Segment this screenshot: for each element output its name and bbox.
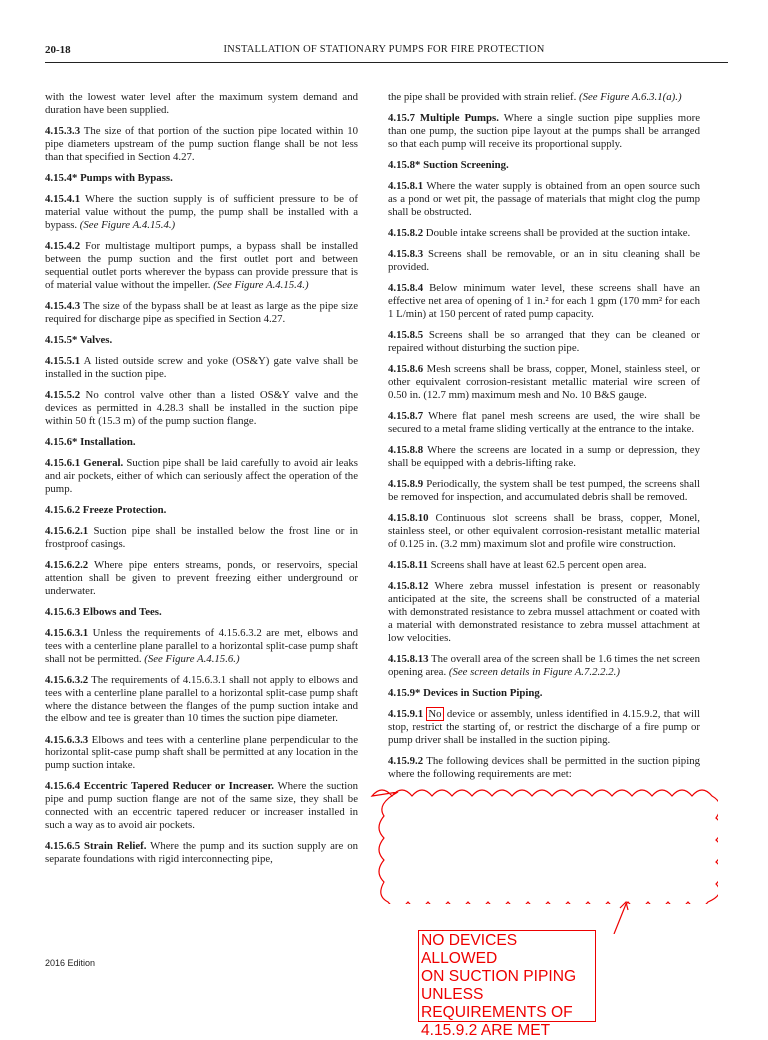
section-number: 4.15.6.2.2 (45, 558, 89, 571)
section-number: 4.15.9.2 (388, 754, 424, 767)
section-text: The requirements of 4.15.6.3.1 shall not apply to elbows and tees with a centerline plane parallel to a horizontal split-case pump shaft where the distance between the flanges of the pump suction intake and the elbow and tee is greater than 10 times the suction pipe diameter. (45, 673, 358, 725)
section-text: Screens shall be so arranged that they can be cleaned or repaired without disturbing the suction pipe. (388, 329, 700, 354)
section-number: 4.15.6.2.1 (45, 524, 89, 537)
section-4-15-8-12 (388, 580, 700, 645)
section-4-15-5-1 (45, 355, 358, 381)
section-text: Where the pump and its suction supply are on separate foundations with rigid interconnecting pipe, (45, 840, 358, 866)
section-number: 4.15.8.4 (388, 282, 424, 295)
section-number: 4.15.8.10 (388, 511, 429, 524)
callout-arrow (610, 898, 630, 934)
section-4-15-3-3 (45, 125, 358, 164)
section-4-15-6-3-2 (45, 674, 358, 726)
section-text: Where flat panel mesh screens are used, the wire shall be secured to a metal frame sliding vertically at the entrance to the intake. (388, 409, 700, 435)
paragraph-continuation (388, 91, 700, 104)
section-text: Screens shall be removable, or an in situ cleaning shall be provided. (388, 248, 700, 273)
heading-4-15-4: 4.15.4* Pumps with Bypass. (45, 171, 173, 184)
page-number: 20-18 (45, 44, 71, 56)
section-number: 4.15.8.1 (388, 180, 424, 193)
section-4-15-8-5 (388, 329, 700, 355)
section-number: 4.15.8.5 (388, 329, 424, 341)
section-text: For multistage multiport pumps, a bypass shall be installed between the pump suction and the first outlet port and between sequential outlet ports wherever the bypass can provide pressure that is of material value without the impeller. (45, 239, 358, 291)
section-4-15-6-3-1 (45, 627, 358, 666)
section-4-15-6-4 (45, 780, 358, 832)
section-text: Where the water supply is obtained from an open source such as a pond or wet pit, the passage of materials that might clog the pump shall be obstructed. (388, 180, 700, 218)
section-text: The following devices shall be permitted in the suction piping where the following requirements are met: (388, 754, 700, 780)
section-text: The overall area of the screen shall be 1.6 times the net screen opening area. (388, 652, 700, 678)
edition-footer: 2016 Edition (45, 958, 96, 968)
paragraph-continuation (45, 91, 358, 117)
section-text: Unless the requirements of 4.15.6.3.2 are met, elbows and tees with a centerline plane parallel to a horizontal split-case pump shaft shall not be permitted. (45, 626, 358, 665)
section-number: 4.15.4.3 (45, 299, 81, 312)
annotation-line: 4.15.9.2 ARE MET (421, 1022, 551, 1039)
section-number: 4.15.8.8 (388, 443, 424, 456)
section-4-15-7 (388, 112, 700, 151)
header-rule (45, 62, 728, 63)
section-4-15-8-3 (388, 248, 700, 274)
annotation-line: REQUIREMENTS OF (421, 1004, 573, 1021)
section-4-15-4-2 (45, 240, 358, 292)
section-4-15-9-1 (388, 708, 700, 747)
section-4-15-6-3-3 (45, 734, 358, 773)
section-number: 4.15.5.1 (45, 354, 81, 367)
section-4-15-9-2 (388, 755, 700, 781)
section-number: 4.15.7 Multiple Pumps. (388, 112, 499, 125)
heading-4-15-5: 4.15.5* Valves. (45, 333, 113, 346)
section-4-15-8-1 (388, 180, 700, 219)
section-number: 4.15.8.2 (388, 227, 424, 239)
section-text: No control valve other than a listed OS&Y valve and the devices as permitted in 4.28.3 shall be installed in the suction pipe within 50 ft (15.3 m) of the pump suction flange. (45, 388, 358, 427)
section-4-15-6-2-2 (45, 559, 358, 598)
section-4-15-5-2 (45, 389, 358, 428)
section-number: 4.15.6.3.3 (45, 733, 89, 746)
section-number: 4.15.8.12 (388, 579, 429, 592)
section-4-15-6-5 (45, 840, 358, 866)
section-number: 4.15.8.7 (388, 409, 424, 422)
section-text: Where the screens are located in a sump or depression, they shall be equipped with a debris-lifting rake. (388, 443, 700, 469)
section-text: device or assembly, unless identified in 4.15.9.2, that will stop, restrict the starting of, or restrict the discharge of a fire pump or pump driver shall be installed in the suction piping. (388, 707, 700, 746)
annotation-note-box (418, 930, 596, 1039)
section-4-15-4-1 (45, 193, 358, 232)
heading-4-15-9: 4.15.9* Devices in Suction Piping. (388, 686, 543, 699)
figure-reference: (See Figure A.4.15.4.) (79, 218, 176, 231)
figure-reference: (See Figure A.4.15.6.) (144, 652, 240, 665)
section-text: Where pipe enters streams, ponds, or reservoirs, special attention shall be given to prevent freezing either underground or underwater. (45, 558, 358, 597)
section-number: 4.15.9.1 (388, 707, 424, 720)
highlighted-word-box: No (428, 707, 442, 720)
section-number: 4.15.4.2 (45, 239, 81, 252)
figure-reference: (See Figure A.4.15.4.) (213, 278, 309, 291)
section-number: 4.15.4.1 (45, 193, 81, 205)
section-4-15-8-8 (388, 444, 700, 470)
section-number: 4.15.6.1 General. (45, 456, 124, 469)
section-text: Where the suction supply is of sufficient pressure to be of material value without the pump, the pump shall be installed with a bypass. (45, 193, 358, 231)
heading-4-15-6-3: 4.15.6.3 Elbows and Tees. (45, 605, 162, 618)
cloud-callout-outline (362, 784, 718, 904)
section-4-15-4-3 (45, 300, 358, 326)
section-text: Double intake screens shall be provided at the suction intake. (423, 227, 691, 239)
section-number: 4.15.5.2 (45, 388, 81, 401)
figure-reference: (See Figure A.6.3.1(a).) (579, 91, 682, 103)
section-number: 4.15.6.3.1 (45, 626, 89, 639)
section-4-15-6-2-1 (45, 525, 358, 551)
section-text: Continuous slot screens shall be brass, copper, Monel, stainless steel, or other equivalent corrosion-resistant metallic material of 0.125 in. (3.2 mm) maximum slot and profile wire construction. (388, 511, 700, 550)
section-number: 4.15.3.3 (45, 125, 81, 137)
section-text: Elbows and tees with a centerline plane perpendicular to the horizontal split-case pump shaft shall be permitted at any location in the pump suction intake. (45, 733, 358, 772)
section-4-15-8-2 (388, 227, 700, 240)
section-4-15-8-9 (388, 478, 700, 504)
section-text: Screens shall have at least 62.5 percent open area. (427, 558, 647, 571)
annotation-line: ON SUCTION PIPING (421, 968, 577, 985)
section-text: Mesh screens shall be brass, copper, Monel, stainless steel, or other equivalent corrosion-resistant metallic material wire screen of 0.50 in. (12.7 mm) maximum mesh and No. 10 B&S gauge. (388, 363, 700, 401)
section-text: A listed outside screw and yoke (OS&Y) gate valve shall be installed in the suction pipe. (45, 354, 358, 380)
annotation-line: NO DEVICES ALLOWED (421, 932, 518, 967)
left-column (45, 91, 358, 874)
section-text: The size of that portion of the suction pipe located within 10 pipe diameters upstream of the pump suction flange shall be not less than that specified in Section 4.27. (45, 125, 358, 163)
section-number: 4.15.8.11 (388, 558, 428, 571)
section-4-15-8-13 (388, 653, 700, 679)
section-4-15-6-1 (45, 457, 358, 496)
section-text: Periodically, the system shall be test pumped, the screens shall be removed for inspection, and accumulated debris shall be removed. (388, 477, 700, 503)
section-text: Where a single suction pipe supplies more than one pump, the suction pipe layout at the pumps shall be arranged so that each pump will receive its proportional supply. (388, 112, 700, 150)
running-header-title: INSTALLATION OF STATIONARY PUMPS FOR FIRE PROTECTION (223, 44, 545, 55)
section-text: Where zebra mussel infestation is present or reasonably anticipated at the site, the screens shall be constructed of a material with demonstrated resistance to zebra mussel attachment or coated with a material with demonstrated resistance to zebra mussel attachment at low velocities. (388, 579, 700, 644)
section-text: Suction pipe shall be installed below the frost line or in frostproof casings. (45, 524, 358, 550)
section-4-15-8-11 (388, 559, 700, 572)
heading-4-15-6-2: 4.15.6.2 Freeze Protection. (45, 503, 167, 516)
paragraph-text: with the lowest water level after the maximum system demand and duration have been supplied. (45, 91, 358, 116)
section-text: Below minimum water level, these screens shall have an effective net area of opening of 1 in.² for each 1 gpm (170 mm² for each 1 L/min) at 150 percent of rated pump capacity. (388, 282, 700, 320)
section-number: 4.15.8.13 (388, 652, 429, 665)
annotation-line: UNLESS (421, 986, 484, 1003)
section-text: Where the suction pipe and pump suction flange are not of the same size, they shall be connected with an eccentric tapered reducer or increaser installed in such a way as to avoid air pockets. (45, 780, 358, 832)
section-number: 4.15.6.3.2 (45, 673, 89, 686)
heading-4-15-8: 4.15.8* Suction Screening. (388, 159, 509, 171)
heading-4-15-6: 4.15.6* Installation. (45, 435, 136, 448)
section-text: The size of the bypass shall be at least as large as the pipe size required for discharge pipe as specified in Section 4.27. (45, 299, 358, 325)
section-number: 4.15.8.3 (388, 248, 424, 261)
section-text: Suction pipe shall be laid carefully to avoid air leaks and air pockets, either of which can seriously affect the operation of the pump. (45, 456, 358, 495)
section-number: 4.15.8.6 (388, 363, 424, 375)
section-4-15-8-7 (388, 410, 700, 436)
paragraph-text: the pipe shall be provided with strain relief. (388, 91, 579, 103)
section-number: 4.15.6.4 Eccentric Tapered Reducer or Increaser. (45, 780, 274, 793)
section-4-15-8-4 (388, 282, 700, 321)
figure-reference: (See screen details in Figure A.7.2.2.2.) (448, 665, 620, 678)
right-column (388, 91, 700, 789)
section-4-15-8-10 (388, 512, 700, 551)
section-4-15-8-6 (388, 363, 700, 402)
section-number: 4.15.6.5 Strain Relief. (45, 840, 147, 853)
section-number: 4.15.8.9 (388, 477, 424, 490)
